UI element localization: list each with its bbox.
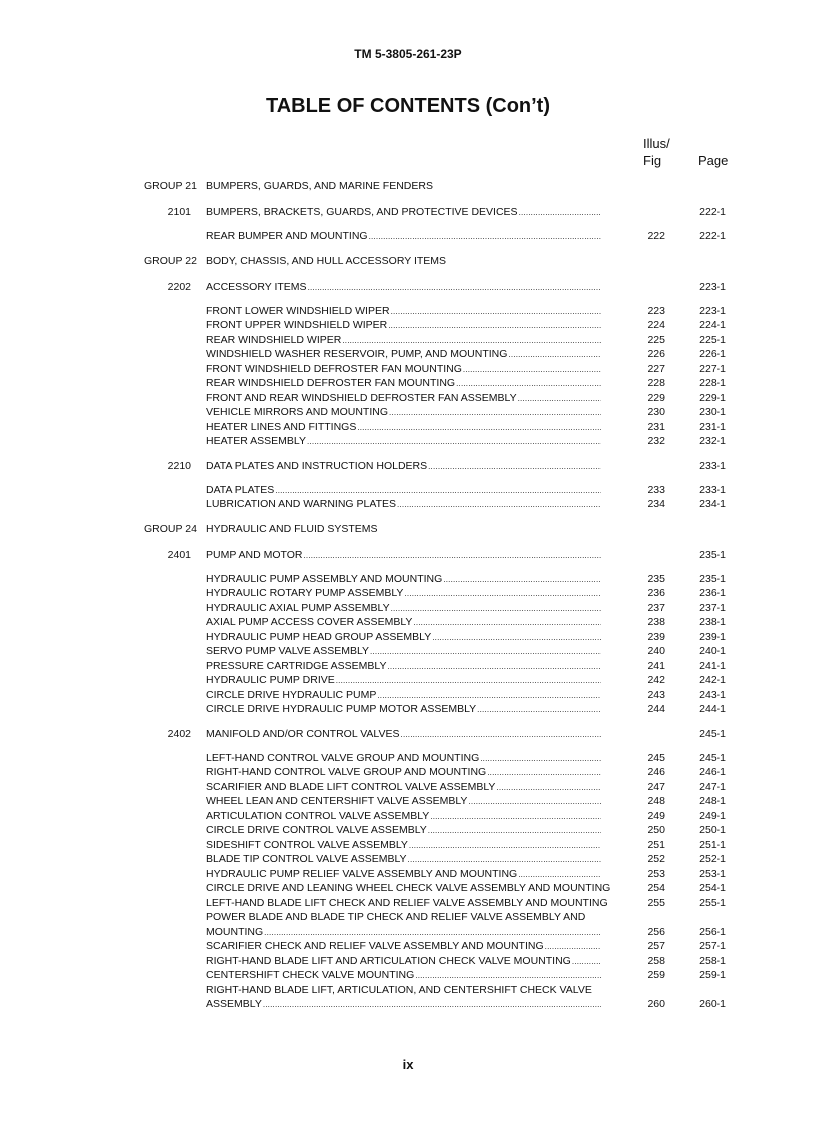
figure-number: 259 <box>647 969 665 981</box>
entry-title[interactable]: FRONT WINDSHIELD DEFROSTER FAN MOUNTING <box>206 362 462 375</box>
dot-leader <box>413 615 601 631</box>
entry-title-line[interactable] <box>206 881 626 896</box>
dot-leader <box>432 630 601 646</box>
entry-title-line[interactable] <box>206 644 601 660</box>
figure-number: 235 <box>647 572 665 585</box>
entry-title-line[interactable] <box>206 362 601 378</box>
page-number-ref[interactable]: 237-1 <box>699 601 726 614</box>
figure-number: 243 <box>647 688 665 701</box>
entry-title-line[interactable] <box>206 434 601 450</box>
entry-title[interactable]: SERVO PUMP VALVE ASSEMBLY <box>206 645 370 657</box>
toc-entry[interactable] <box>0 852 816 867</box>
figure-number: 236 <box>647 587 665 599</box>
toc-entry[interactable] <box>0 391 816 406</box>
dot-leader <box>397 497 601 513</box>
entry-title[interactable]: HYDRAULIC AXIAL PUMP ASSEMBLY <box>206 601 390 614</box>
dot-leader <box>342 333 601 349</box>
dot-leader <box>307 434 601 450</box>
entry-title-line[interactable] <box>206 659 601 675</box>
toc-entry[interactable] <box>0 881 816 896</box>
figure-number: 246 <box>647 766 665 778</box>
page-number-ref[interactable]: 224-1 <box>699 319 726 331</box>
toc-entry[interactable] <box>0 983 816 998</box>
dot-leader <box>336 673 601 689</box>
toc-entry[interactable] <box>0 688 816 703</box>
section-number: 2210 <box>167 459 191 472</box>
page-number-ref[interactable]: 225-1 <box>699 333 726 346</box>
entry-title[interactable]: BLADE TIP CONTROL VALVE ASSEMBLY <box>206 853 407 865</box>
figure-number: 225 <box>647 333 665 346</box>
entry-title-line[interactable] <box>206 572 601 588</box>
entry-title[interactable]: ASSEMBLY <box>206 998 262 1010</box>
page-number-ref[interactable]: 243-1 <box>699 688 726 701</box>
dot-leader <box>477 702 601 718</box>
figure-number: 254 <box>647 882 665 894</box>
figure-number: 237 <box>647 601 665 614</box>
page-number-ref[interactable]: 234-1 <box>699 498 726 510</box>
figure-number: 247 <box>647 780 665 793</box>
page-number-ref[interactable]: 248-1 <box>699 795 726 807</box>
entry-title-line[interactable] <box>206 823 601 839</box>
entry-title[interactable]: ACCESSORY ITEMS <box>206 280 307 293</box>
entry-title-line[interactable] <box>206 459 601 475</box>
figure-number: 228 <box>647 377 665 389</box>
figure-number: 231 <box>647 420 665 433</box>
page-number-ref[interactable]: 233-1 <box>699 483 726 496</box>
page-number-ref[interactable]: 235-1 <box>699 548 726 561</box>
entry-title[interactable]: PRESSURE CARTRIDGE ASSEMBLY <box>206 659 387 672</box>
figure-number: 249 <box>647 809 665 822</box>
entry-title[interactable]: DATA PLATES <box>206 483 275 496</box>
figure-number: 253 <box>647 867 665 880</box>
page-number-ref[interactable]: 259-1 <box>699 969 726 981</box>
entry-title-line[interactable] <box>206 997 601 1013</box>
page-number-ref[interactable]: 238-1 <box>699 616 726 628</box>
entry-title-line[interactable] <box>206 867 601 883</box>
section-number: 2402 <box>167 727 191 740</box>
entry-title-line[interactable] <box>206 910 626 925</box>
dot-leader <box>391 601 601 617</box>
figure-number: 256 <box>647 925 665 938</box>
figure-number: 251 <box>647 838 665 851</box>
entry-title[interactable]: MOUNTING <box>206 925 264 938</box>
dot-leader <box>430 809 601 825</box>
entry-title[interactable]: FRONT LOWER WINDSHIELD WIPER <box>206 304 390 317</box>
entry-title-line[interactable] <box>206 765 601 781</box>
entry-title[interactable]: CIRCLE DRIVE HYDRAULIC PUMP MOTOR ASSEMBLY <box>206 703 477 715</box>
figure-number: 244 <box>647 703 665 715</box>
dot-leader <box>357 420 601 436</box>
dot-leader <box>443 572 601 588</box>
toc-section[interactable] <box>0 205 816 220</box>
page-number-ref[interactable]: 244-1 <box>699 703 726 715</box>
page-number: ix <box>402 1057 414 1072</box>
toc-entry[interactable] <box>0 615 816 630</box>
entry-title-line[interactable] <box>206 702 601 718</box>
group-title: HYDRAULIC AND FLUID SYSTEMS <box>206 522 378 535</box>
toc-entry[interactable] <box>0 780 816 795</box>
page-number-ref[interactable]: 249-1 <box>699 809 726 822</box>
toc-entry[interactable] <box>0 376 816 391</box>
dot-leader <box>480 751 601 767</box>
dot-leader <box>428 459 601 475</box>
entry-title[interactable]: HYDRAULIC PUMP RELIEF VALVE ASSEMBLY AND MOUNTING <box>206 867 518 880</box>
entry-title[interactable]: BUMPERS, BRACKETS, GUARDS, AND PROTECTIVE DEVICES <box>206 206 518 218</box>
entry-title[interactable]: WHEEL LEAN AND CENTERSHIFT VALVE ASSEMBLY <box>206 795 468 807</box>
dot-leader <box>303 548 601 564</box>
page-number-ref[interactable]: 239-1 <box>699 630 726 643</box>
dot-leader <box>369 229 601 245</box>
dot-leader <box>456 376 601 392</box>
entry-title-line[interactable] <box>206 751 601 767</box>
toc-entry[interactable] <box>0 751 816 766</box>
entry-title-line[interactable] <box>206 405 601 421</box>
toc-entry[interactable] <box>0 420 816 435</box>
page-number-ref[interactable]: 229-1 <box>699 391 726 404</box>
dot-leader <box>519 205 601 221</box>
entry-title-line[interactable] <box>206 852 601 868</box>
entry-title[interactable]: POWER BLADE AND BLADE TIP CHECK AND RELIEF VALVE ASSEMBLY AND <box>206 911 586 923</box>
page-number-ref[interactable]: 251-1 <box>699 838 726 851</box>
figure-number: 240 <box>647 645 665 657</box>
column-header-illus: Illus/ <box>643 136 670 151</box>
page-number-ref[interactable]: 260-1 <box>699 998 726 1010</box>
entry-title[interactable]: WINDSHIELD WASHER RESERVOIR, PUMP, AND MOUNTING <box>206 348 508 360</box>
entry-title[interactable]: HYDRAULIC ROTARY PUMP ASSEMBLY <box>206 587 404 599</box>
toc-entry[interactable] <box>0 229 816 244</box>
figure-number: 248 <box>647 795 665 807</box>
toc-entry[interactable] <box>0 586 816 601</box>
figure-number: 255 <box>647 896 665 909</box>
toc-entry[interactable] <box>0 644 816 659</box>
document-id: TM 5-3805-261-23P <box>354 47 462 61</box>
figure-number: 223 <box>647 304 665 317</box>
figure-number: 234 <box>647 498 665 510</box>
toc-group[interactable] <box>0 254 816 269</box>
page-number-ref[interactable]: 242-1 <box>699 674 726 686</box>
dot-leader <box>508 347 601 363</box>
dot-leader <box>463 362 601 378</box>
page-number-ref[interactable]: 256-1 <box>699 925 726 938</box>
section-number: 2401 <box>167 548 191 561</box>
dot-leader <box>388 318 601 334</box>
page-number-ref[interactable]: 245-1 <box>699 751 726 764</box>
dot-leader <box>572 954 601 970</box>
figure-number: 227 <box>647 362 665 375</box>
dot-leader <box>377 688 601 704</box>
toc-entry[interactable] <box>0 925 816 940</box>
entry-title[interactable]: HYDRAULIC PUMP ASSEMBLY AND MOUNTING <box>206 572 443 585</box>
dot-leader <box>404 586 601 602</box>
figure-number: 242 <box>647 674 665 686</box>
entry-title[interactable]: HEATER ASSEMBLY <box>206 435 306 447</box>
entry-title[interactable]: REAR WINDSHIELD WIPER <box>206 333 342 346</box>
entry-title-line[interactable] <box>206 205 601 221</box>
section-number: 2101 <box>167 206 191 218</box>
entry-title-line[interactable] <box>206 794 601 810</box>
figure-number: 257 <box>647 940 665 952</box>
dot-leader <box>487 765 601 781</box>
entry-title-line[interactable] <box>206 630 601 646</box>
entry-title[interactable]: SCARIFIER CHECK AND RELIEF VALVE ASSEMBLY AND MOUNTING <box>206 940 544 952</box>
page-number-ref[interactable]: 250-1 <box>699 824 726 836</box>
entry-title[interactable]: LUBRICATION AND WARNING PLATES <box>206 498 396 510</box>
toc-entry[interactable] <box>0 823 816 838</box>
entry-title-line[interactable] <box>206 333 601 349</box>
entry-title[interactable]: FRONT UPPER WINDSHIELD WIPER <box>206 319 388 331</box>
column-header-fig: Fig <box>643 153 662 168</box>
page-number-ref[interactable]: 231-1 <box>699 420 726 433</box>
dot-leader <box>308 280 601 296</box>
entry-title-line[interactable] <box>206 376 601 392</box>
dot-leader <box>518 391 601 407</box>
entry-title-line[interactable] <box>206 318 601 334</box>
figure-number: 229 <box>647 391 665 404</box>
dot-leader <box>391 304 601 320</box>
toc-entry[interactable] <box>0 939 816 954</box>
dot-leader <box>388 659 602 675</box>
entry-title-line[interactable] <box>206 304 601 320</box>
dot-leader <box>408 852 601 868</box>
toc-entry[interactable] <box>0 867 816 882</box>
entry-title[interactable]: SIDESHIFT CONTROL VALVE ASSEMBLY <box>206 838 408 851</box>
toc-entry[interactable] <box>0 333 816 348</box>
entry-title-line[interactable] <box>206 968 601 984</box>
toc-entry[interactable] <box>0 405 816 420</box>
dot-leader <box>389 405 601 421</box>
toc-entry[interactable] <box>0 702 816 717</box>
entry-title[interactable]: SCARIFIER AND BLADE LIFT CONTROL VALVE ASSEMBLY <box>206 780 496 793</box>
entry-title-line[interactable] <box>206 809 601 825</box>
page-number-ref[interactable]: 236-1 <box>699 587 726 599</box>
dot-leader <box>518 867 601 883</box>
page-number-ref[interactable]: 245-1 <box>699 727 726 740</box>
figure-number: 233 <box>647 483 665 496</box>
toc-entry[interactable] <box>0 318 816 333</box>
entry-title[interactable]: CENTERSHIFT CHECK VALVE MOUNTING <box>206 969 415 981</box>
entry-title[interactable]: REAR BUMPER AND MOUNTING <box>206 230 368 242</box>
entry-title[interactable]: LEFT-HAND CONTROL VALVE GROUP AND MOUNTING <box>206 751 480 764</box>
column-header-illus-fig <box>643 135 670 169</box>
entry-title-line[interactable] <box>206 838 601 854</box>
toc-entry[interactable] <box>0 896 816 911</box>
toc-entry[interactable] <box>0 954 816 969</box>
dot-leader <box>428 823 601 839</box>
entry-title-line[interactable] <box>206 548 601 564</box>
page-number-ref[interactable]: 230-1 <box>699 406 726 418</box>
toc-group[interactable] <box>0 179 816 194</box>
page-number-ref[interactable]: 222-1 <box>699 230 726 242</box>
page-number-ref[interactable]: 252-1 <box>699 853 726 865</box>
page-number-ref[interactable]: 223-1 <box>699 280 726 293</box>
dot-leader <box>468 794 601 810</box>
entry-title-line[interactable] <box>206 780 601 796</box>
toc-entry[interactable] <box>0 794 816 809</box>
entry-title[interactable]: FRONT AND REAR WINDSHIELD DEFROSTER FAN ASSEMBLY <box>206 391 517 404</box>
page-number-ref[interactable]: 222-1 <box>699 206 726 218</box>
page-number-ref[interactable]: 258-1 <box>699 954 726 967</box>
entry-title-line[interactable] <box>206 688 601 704</box>
entry-title-line[interactable] <box>206 925 601 941</box>
figure-number: 230 <box>647 406 665 418</box>
page-title: TABLE OF CONTENTS (Con’t) <box>265 95 551 117</box>
toc-list <box>0 179 816 1012</box>
figure-number: 239 <box>647 630 665 643</box>
figure-number: 250 <box>647 824 665 836</box>
toc-entry[interactable] <box>0 838 816 853</box>
figure-number: 260 <box>647 998 665 1010</box>
dot-leader <box>496 780 601 796</box>
toc-entry[interactable] <box>0 601 816 616</box>
toc-entry[interactable] <box>0 765 816 780</box>
group-label: GROUP 24 <box>144 522 197 535</box>
toc-entry[interactable] <box>0 572 816 587</box>
figure-number: 238 <box>647 616 665 628</box>
page-number-ref[interactable]: 233-1 <box>699 459 726 472</box>
dot-leader <box>401 727 601 743</box>
entry-title[interactable]: PUMP AND MOTOR <box>206 548 303 561</box>
entry-title[interactable]: HEATER LINES AND FITTINGS <box>206 420 357 433</box>
section-number: 2202 <box>167 280 191 293</box>
toc-entry[interactable] <box>0 483 816 498</box>
dot-leader <box>415 968 601 984</box>
entry-title[interactable]: VEHICLE MIRRORS AND MOUNTING <box>206 406 389 418</box>
toc-entry[interactable] <box>0 997 816 1012</box>
page-number-ref[interactable]: 232-1 <box>699 435 726 447</box>
entry-title-line[interactable] <box>206 601 601 617</box>
entry-title[interactable]: LEFT-HAND BLADE LIFT CHECK AND RELIEF VALVE ASSEMBLY AND MOUNTING <box>206 896 608 909</box>
figure-number: 245 <box>647 751 665 764</box>
entry-title-line[interactable] <box>206 615 601 631</box>
page-number-ref[interactable]: 227-1 <box>699 362 726 375</box>
dot-leader <box>545 939 601 955</box>
entry-title-line[interactable] <box>206 229 601 245</box>
page-number-ref[interactable]: 254-1 <box>699 882 726 894</box>
toc-entry[interactable] <box>0 659 816 674</box>
dot-leader <box>275 483 601 499</box>
entry-title[interactable]: CIRCLE DRIVE HYDRAULIC PUMP <box>206 688 377 701</box>
dot-leader <box>264 925 601 941</box>
figure-number: 226 <box>647 348 665 360</box>
group-label: GROUP 21 <box>144 180 197 192</box>
page-number-ref[interactable]: 253-1 <box>699 867 726 880</box>
toc-group[interactable] <box>0 522 816 537</box>
entry-title[interactable]: AXIAL PUMP ACCESS COVER ASSEMBLY <box>206 616 413 628</box>
page-number-ref[interactable]: 226-1 <box>699 348 726 360</box>
page-number-ref[interactable]: 246-1 <box>699 766 726 778</box>
toc-entry[interactable] <box>0 362 816 377</box>
entry-title-line[interactable] <box>206 483 601 499</box>
page-number-ref[interactable]: 257-1 <box>699 940 726 952</box>
entry-title-line[interactable] <box>206 896 626 911</box>
dot-leader <box>370 644 601 660</box>
figure-number: 232 <box>647 435 665 447</box>
toc-entry[interactable] <box>0 910 816 925</box>
figure-number: 258 <box>647 954 665 967</box>
toc-entry[interactable] <box>0 809 816 824</box>
group-label: GROUP 22 <box>144 254 197 267</box>
toc-entry[interactable] <box>0 673 816 688</box>
entry-title-line[interactable] <box>206 391 601 407</box>
page-number-ref[interactable]: 228-1 <box>699 377 726 389</box>
entry-title[interactable]: MANIFOLD AND/OR CONTROL VALVES <box>206 727 400 740</box>
figure-number: 241 <box>647 659 665 672</box>
figure-number: 222 <box>647 230 665 242</box>
entry-title[interactable]: RIGHT-HAND BLADE LIFT AND ARTICULATION CHECK VALVE MOUNTING <box>206 954 571 967</box>
toc-section[interactable] <box>0 280 816 295</box>
toc-section[interactable] <box>0 548 816 563</box>
toc-entry[interactable] <box>0 304 816 319</box>
page-number-ref[interactable]: 240-1 <box>699 645 726 657</box>
entry-title-line[interactable] <box>206 280 601 296</box>
entry-title-line[interactable] <box>206 939 601 955</box>
entry-title-line[interactable] <box>206 347 601 363</box>
figure-number: 252 <box>647 853 665 865</box>
page-number-ref[interactable]: 223-1 <box>699 304 726 317</box>
entry-title[interactable]: ARTICULATION CONTROL VALVE ASSEMBLY <box>206 809 430 822</box>
entry-title[interactable]: HYDRAULIC PUMP DRIVE <box>206 674 335 686</box>
entry-title-line[interactable] <box>206 420 601 436</box>
toc-entry[interactable] <box>0 968 816 983</box>
column-header-page: Page <box>698 153 729 168</box>
page-number-ref[interactable]: 255-1 <box>699 896 726 909</box>
entry-title[interactable]: RIGHT-HAND BLADE LIFT, ARTICULATION, AND CENTERSHIFT CHECK VALVE <box>206 983 592 996</box>
page-number-ref[interactable]: 235-1 <box>699 572 726 585</box>
entry-title[interactable]: CIRCLE DRIVE CONTROL VALVE ASSEMBLY <box>206 824 427 836</box>
entry-title[interactable]: DATA PLATES AND INSTRUCTION HOLDERS <box>206 459 428 472</box>
toc-entry[interactable] <box>0 630 816 645</box>
entry-title-line[interactable] <box>206 586 601 602</box>
group-title: BODY, CHASSIS, AND HULL ACCESSORY ITEMS <box>206 254 447 267</box>
entry-title-line[interactable] <box>206 497 601 513</box>
toc-entry[interactable] <box>0 347 816 362</box>
toc-section[interactable] <box>0 459 816 474</box>
entry-title-line[interactable] <box>206 727 601 743</box>
dot-leader <box>263 997 601 1013</box>
entry-title-line[interactable] <box>206 983 626 998</box>
entry-title-line[interactable] <box>206 673 601 689</box>
entry-title[interactable]: REAR WINDSHIELD DEFROSTER FAN MOUNTING <box>206 377 456 389</box>
figure-number: 224 <box>647 319 665 331</box>
entry-title[interactable]: CIRCLE DRIVE AND LEANING WHEEL CHECK VALVE ASSEMBLY AND MOUNTING <box>206 882 611 894</box>
toc-entry[interactable] <box>0 497 816 512</box>
toc-entry[interactable] <box>0 434 816 449</box>
page-number-ref[interactable]: 247-1 <box>699 780 726 793</box>
dot-leader <box>409 838 601 854</box>
page-number-ref[interactable]: 241-1 <box>699 659 726 672</box>
entry-title[interactable]: HYDRAULIC PUMP HEAD GROUP ASSEMBLY <box>206 630 432 643</box>
entry-title[interactable]: RIGHT-HAND CONTROL VALVE GROUP AND MOUNTING <box>206 766 487 778</box>
group-title: BUMPERS, GUARDS, AND MARINE FENDERS <box>206 180 433 192</box>
toc-section[interactable] <box>0 727 816 742</box>
entry-title-line[interactable] <box>206 954 601 970</box>
